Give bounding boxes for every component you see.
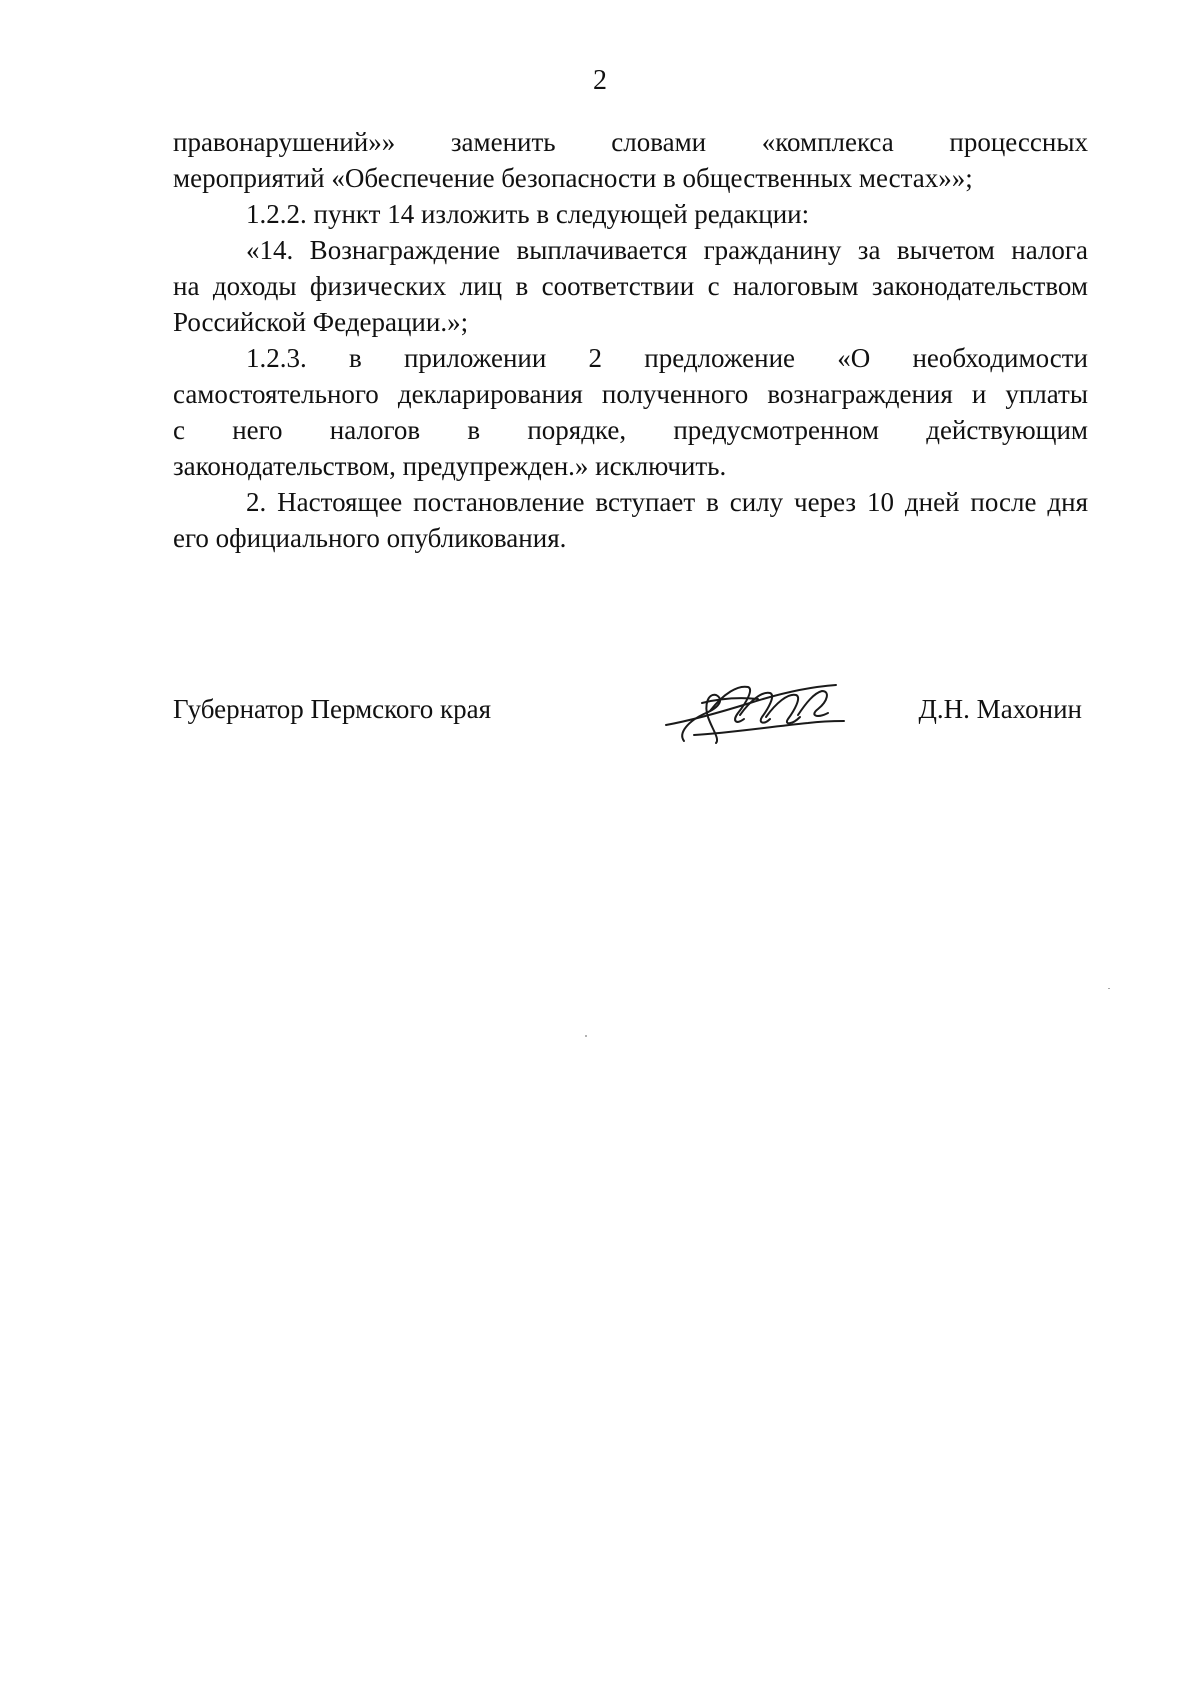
paragraph-2-line-1: 1.2.2. пункт 14 изложить в следующей редакции: bbox=[246, 199, 810, 229]
paragraph-5 bbox=[173, 484, 1088, 556]
scan-speck bbox=[1108, 988, 1110, 989]
paragraph-2 bbox=[173, 196, 1088, 232]
signature-block bbox=[173, 683, 1088, 753]
scan-speck bbox=[585, 1035, 587, 1037]
paragraph-3 bbox=[173, 232, 1088, 340]
signer-title: Губернатор Пермского края bbox=[173, 694, 492, 724]
document-body bbox=[173, 124, 1088, 556]
signer-name: Д.Н. Махонин bbox=[918, 694, 1082, 724]
handwritten-signature bbox=[658, 663, 848, 753]
paragraph-4-line-4: законодательством, предупрежден.» исключить. bbox=[173, 451, 727, 481]
paragraph-4-line-2: самостоятельного декларирования полученного вознаграждения и уплаты bbox=[173, 379, 1088, 409]
paragraph-1 bbox=[173, 124, 1088, 196]
paragraph-4-line-3: с него налогов в порядке, предусмотренном действующим bbox=[173, 415, 1088, 445]
paragraph-4 bbox=[173, 340, 1088, 484]
page-number: 2 bbox=[593, 65, 607, 96]
paragraph-3-line-3: Российской Федерации.»; bbox=[173, 307, 469, 337]
paragraph-4-line-1: 1.2.3. в приложении 2 предложение «О необходимости bbox=[246, 343, 1088, 373]
paragraph-1-line-1: правонарушений»» заменить словами «комплекса процессных bbox=[173, 127, 1088, 157]
paragraph-5-line-2: его официального опубликования. bbox=[173, 523, 567, 553]
paragraph-1-line-2: мероприятий «Обеспечение безопасности в общественных местах»»; bbox=[173, 163, 973, 193]
paragraph-3-line-2: на доходы физических лиц в соответствии с налоговым законодательством bbox=[173, 271, 1088, 301]
paragraph-3-line-1: «14. Вознаграждение выплачивается гражданину за вычетом налога bbox=[246, 235, 1088, 265]
paragraph-5-line-1: 2. Настоящее постановление вступает в силу через 10 дней после дня bbox=[246, 487, 1088, 517]
